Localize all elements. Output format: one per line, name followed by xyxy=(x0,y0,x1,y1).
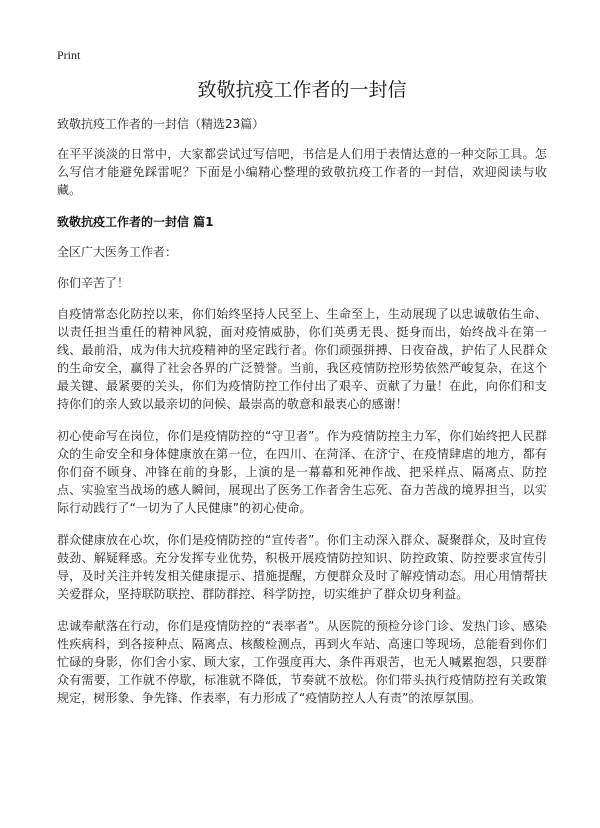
greeting: 你们辛苦了！ xyxy=(57,276,130,290)
print-link[interactable]: Print xyxy=(57,48,81,62)
document-body xyxy=(57,76,547,721)
salutation: 全区广大医务工作者： xyxy=(57,245,178,259)
document-subtitle: 致敬抗疫工作者的一封信（精选23篇） xyxy=(57,117,265,131)
intro-paragraph: 在平平淡淡的日常中，大家都尝试过写信吧，书信是人们用于表情达意的一种交际工具。怎么写信才能避免踩雷呢？下面是小编精心整理的致敬抗疫工作者的一封信，欢迎阅读与收藏。 xyxy=(57,147,547,197)
body-paragraph-4: 忠诚奉献落在行动，你们是疫情防控的“表率者”。从医院的预检分诊门诊、发热门诊、感染性疾病科，到各接种点、隔离点、核酸检测点，再到火车站、高速口等现场，总能看到你们忙碌的身影，你们舍小家、顾大家，工作强度再大、条件再艰苦，也无人喊累抱怨，只要群众有需要，工作就不停歇，标准就不降低，节奏就不放松。你们带头执行疫情防控有关政策规定，树形象、争先锋、作表率，有力形成了“疫情防控人人有责”的浓厚氛围。 xyxy=(57,619,547,705)
body-paragraph-3: 群众健康放在心坎，你们是疫情防控的“宣传者”。你们主动深入群众、凝聚群众，及时宣传鼓劲、解疑释惑。充分发挥专业优势，积极开展疫情防控知识、防控政策、防控要求宣传引导，及时关注并转发相关健康提示、措施提醒，方便群众及时了解疫情动态。用心用情帮扶关爱群众，坚持联防联控、群防群控、科学防控，切实维护了群众切身利益。 xyxy=(57,533,547,601)
document-title: 致敬抗疫工作者的一封信 xyxy=(197,79,407,101)
body-paragraph-1: 自疫情常态化防控以来，你们始终坚持人民至上、生命至上，生动展现了以忠诚敬佑生命、以责任担当重任的精神风貌，面对疫情威胁，你们英勇无畏、挺身而出，始终战斗在第一线、最前沿，成为伟大抗疫精神的坚定践行者。你们顽强拼搏、日夜奋战，护佑了人民群众的生命安全，赢得了社会各界的广泛赞誉。当前，我区疫情防控形势依然严峻复杂，在这个最关键、最紧要的关头，你们为疫情防控工作付出了艰辛、贡献了力量！在此，向你们和支持你们的亲人致以最亲切的问候、最崇高的敬意和最衷心的感谢！ xyxy=(57,307,547,411)
section-heading: 致敬抗疫工作者的一封信 篇1 xyxy=(57,215,214,229)
body-paragraph-2: 初心使命写在岗位，你们是疫情防控的“守卫者”。作为疫情防控主力军，你们始终把人民群众的生命安全和身体健康放在第一位，在四川、在菏泽、在济宁、在疫情肆虐的地方，都有你们奋不顾身、冲锋在前的身影，上演的是一幕幕和死神作战、把采样点、隔离点、防控点、实验室当战场的感人瞬间，展现出了医务工作者舍生忘死、奋力苦战的境界担当，以实际行动践行了“一切为了人民健康”的初心使命。 xyxy=(57,429,547,515)
